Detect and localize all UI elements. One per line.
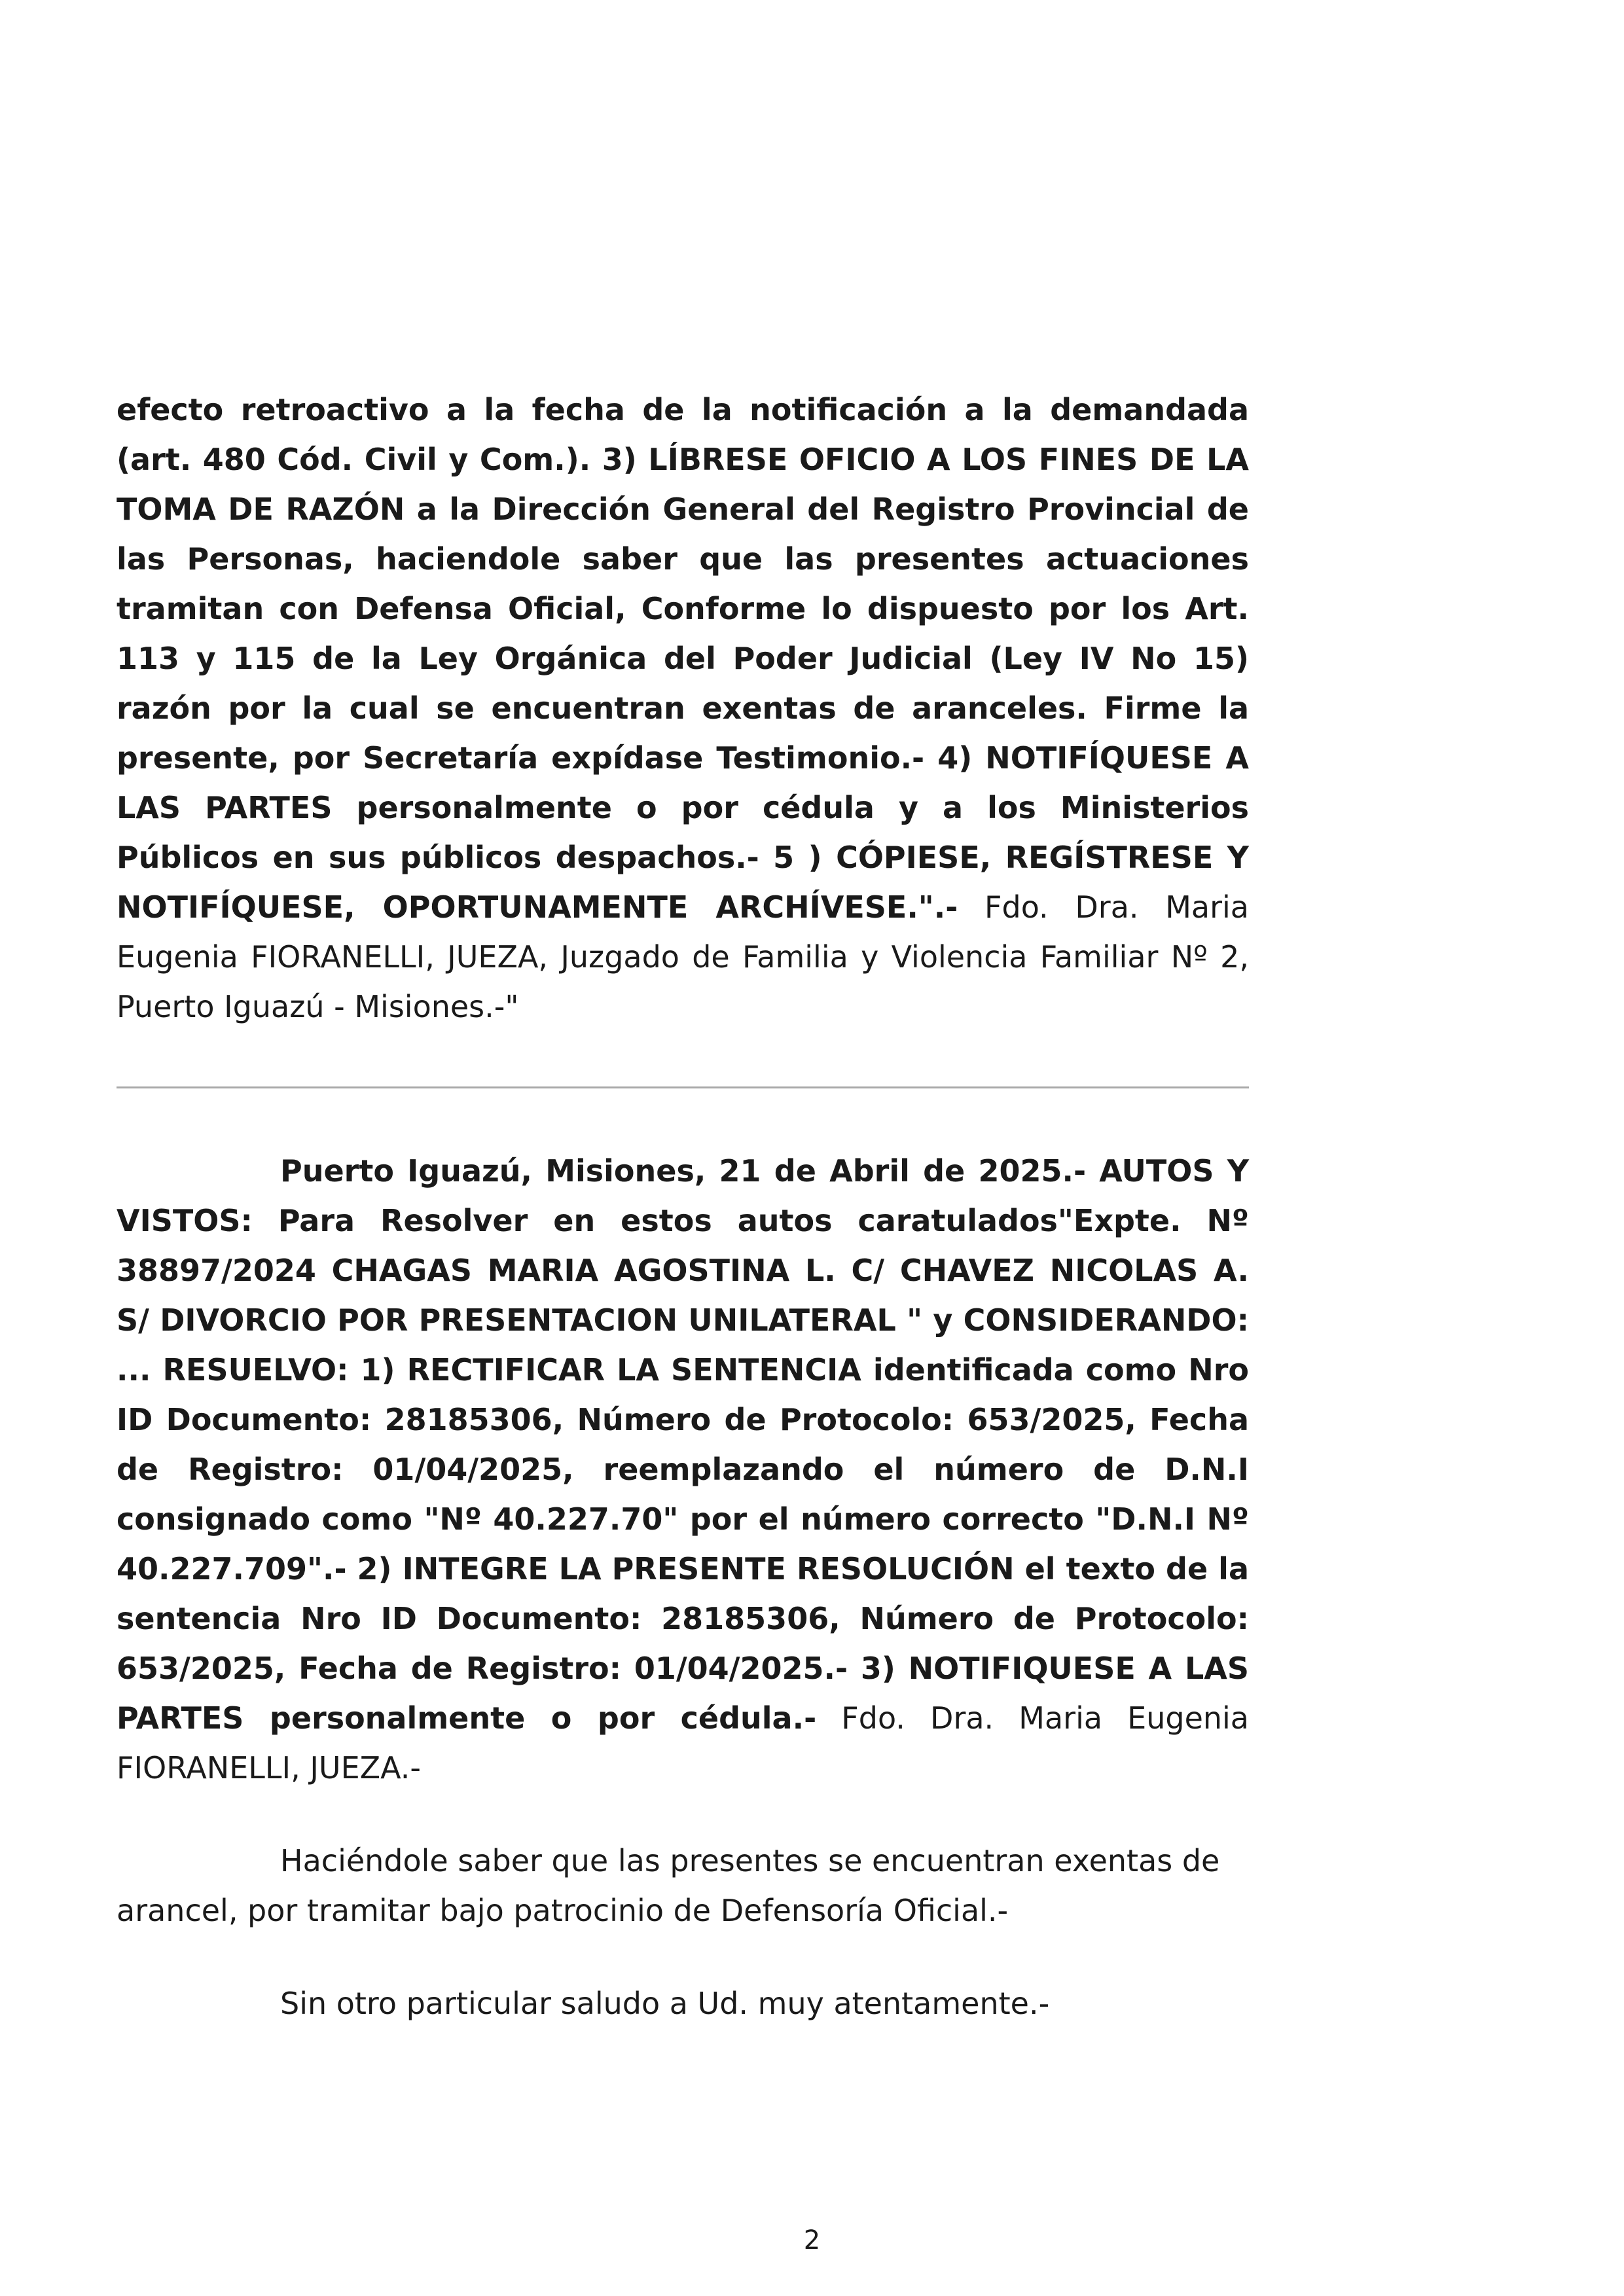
resolution-excerpt-bold-text: efecto retroactivo a la fecha de la notificación a la demandada (art. 480 Cód. Civil y Com.). 3) LÍBRESE OFICIO A LOS FINES DE LA TOMA DE RAZÓN a la Dirección General del Registro Provincial de las Personas, haciendole saber que las presentes actuaciones tramitan con Defensa Oficial, Conforme lo dispuesto por los Art. 113 y 115 de la Ley Orgánica del Poder Judicial (Ley IV No 15) razón por la cual se encuentran exentas de aranceles. Firme la presente, por Secretaría expídase Testimonio.- 4) NOTIFÍQUESE A LAS PARTES personalmente o por cédula y a los Ministerios Públicos en sus públicos despachos.- 5 ) CÓPIESE, REGÍSTRESE Y NOTIFÍQUESE, OPORTUNAMENTE ARCHÍVESE.".- bbox=[117, 392, 1249, 925]
resolution-excerpt-signature: Fdo. Dra. Maria Eugenia FIORANELLI, JUEZA, Juzgado de Familia y Violencia Familiar Nº 2, Puerto Iguazú - Misiones.-" bbox=[117, 889, 1249, 1024]
resolution-excerpt-paragraph bbox=[117, 385, 1249, 1031]
closing-greeting-paragraph: Sin otro particular saludo a Ud. muy atentamente.- bbox=[280, 1986, 1050, 2021]
rectification-paragraph bbox=[117, 1146, 1249, 1793]
exemption-notice-paragraph: Haciéndole saber que las presentes se encuentran exentas de arancel, por tramitar bajo patrocinio de Defensoría Oficial.- bbox=[117, 1843, 1220, 1928]
document-body bbox=[117, 385, 1249, 2028]
page-number: 2 bbox=[803, 2225, 821, 2255]
rectification-bold-text: Puerto Iguazú, Misiones, 21 de Abril de 2025.- AUTOS Y VISTOS: Para Resolver en estos autos caratulados"Expte. Nº 38897/2024 CHAGAS MARIA AGOSTINA L. C/ CHAVEZ NICOLAS A. S/ DIVORCIO POR PRESENTACION UNILATERAL " y CONSIDERANDO: ... RESUELVO: 1) RECTIFICAR LA SENTENCIA identificada como Nro ID Documento: 28185306, Número de Protocolo: 653/2025, Fecha de Registro: 01/04/2025, reemplazando el número de D.N.I consignado como "Nº 40.227.70" por el número correcto "D.N.I Nº 40.227.709".- 2) INTEGRE LA PRESENTE RESOLUCIÓN el texto de la sentencia Nro ID Documento: 28185306, Número de Protocolo: 653/2025, Fecha de Registro: 01/04/2025.- 3) NOTIFIQUESE A LAS PARTES personalmente o por cédula.- bbox=[117, 1153, 1249, 1736]
rectification-signature: Fdo. Dra. Maria Eugenia FIORANELLI, JUEZA.- bbox=[117, 1700, 1249, 1785]
section-divider bbox=[117, 1086, 1249, 1088]
